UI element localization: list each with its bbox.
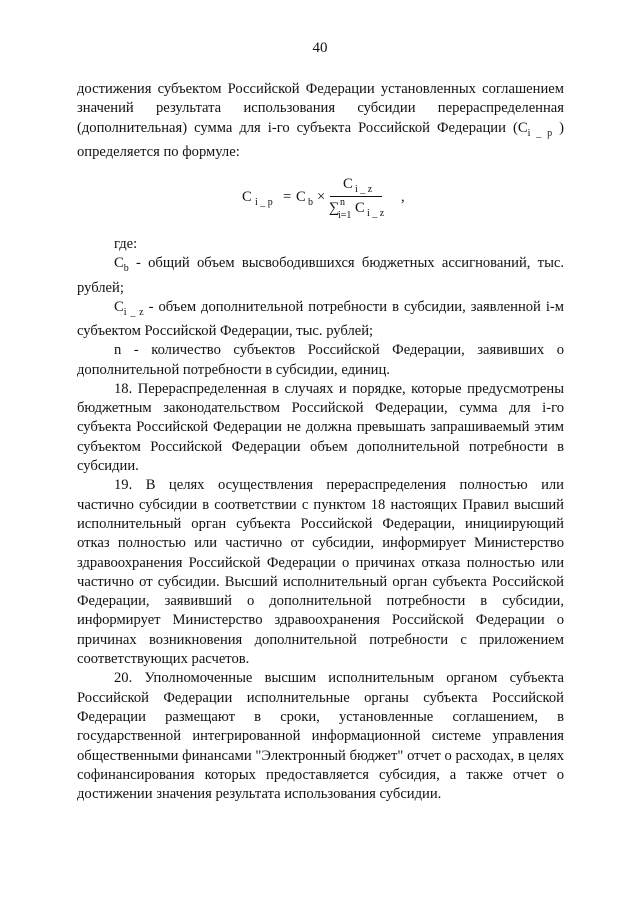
definition-symbol: n: [114, 342, 122, 359]
formula-lhs-subscript: i _ p: [255, 197, 273, 208]
formula-denominator-subscript: i _ z: [367, 208, 385, 219]
definition-text: - количество субъектов Российской Федерации, заявивших о дополнительной потребности в субсидии, единиц.: [77, 342, 564, 378]
fraction-bar: [330, 196, 382, 197]
definition-cb: [77, 254, 564, 298]
paragraph-19: 19. В целях осуществления перераспределения полностью или частично субсидии в соответствии с пунктом 18 настоящих Правил высший исполнительный орган субъекта Российской Федерации, инициирующий отказ полностью или частично от субсидии, информирует Министерство здравоохранения Российской Федерации о причинах отказа полностью или частично от субсидии. Высший исполнительный орган субъекта Российской Федерации, заявивший о дополнительной потребности в субсидии, информирует Министерство здравоохранения Российской Федерации о причинах возникновения дополнительной потребности с приложением соответствующих расчетов.: [77, 477, 564, 668]
definition-subscript: b: [123, 263, 129, 275]
formula-numerator: С: [343, 176, 353, 192]
definition-text: - объем дополнительной потребности в субсидии, заявленной i-м субъектом Российской Федерации, тыс. рублей;: [77, 298, 564, 339]
definition-n: [77, 341, 564, 380]
definition-text: - общий объем высвободившихся бюджетных ассигнований, тыс. рублей;: [77, 255, 564, 296]
definition-subscript: i _ z: [123, 306, 144, 318]
formula-times: ×: [317, 189, 326, 205]
formula: [0, 176, 640, 222]
symbol-subscript: i _ p: [527, 127, 553, 139]
formula-cb: С: [296, 189, 306, 205]
body-text: [77, 235, 564, 804]
formula-cb-subscript: b: [308, 197, 313, 208]
sum-lower-limit: i=1: [338, 210, 352, 221]
sum-icon: ∑: [329, 200, 340, 216]
intro-text: достижения субъектом Российской Федерации установленных соглашением значений результата использования субсидии перераспределенная (дополнительная) сумма для i-го субъекта Российской Федерации (: [77, 81, 564, 136]
formula-lhs: С: [242, 189, 252, 205]
intro-text-end: ) определяется по формуле:: [77, 119, 564, 160]
paragraph-18: 18. Перераспределенная в случаях и порядке, которые предусмотрены бюджетным законодательством Российской Федерации, сумма для i-го субъекта Российской Федерации не должна превышать запрашиваемый этим субъектом Российской Федерации объем дополнительной потребности в субсидии.: [77, 380, 564, 475]
definition-symbol: С: [114, 298, 124, 315]
definition-symbol: С: [114, 255, 124, 272]
page-number: 40: [312, 40, 328, 56]
formula-comma: ,: [401, 189, 405, 205]
sum-upper-limit: n: [340, 197, 345, 208]
formula-equals: =: [283, 189, 292, 205]
paragraph-20: 20. Уполномоченные высшим исполнительным органом субъекта Российской Федерации исполнительные органы субъекта Российской Федерации размещают в сроки, установленные соглашением, в государственной интегрированной информационной системе управления общественными финансами "Электронный бюджет" отчет о расходах, в целях софинансирования которых предоставляется субсидия, а также отчет о достижении значения результата использования субсидии.: [77, 670, 564, 803]
definition-ciz: [77, 298, 564, 342]
formula-denominator: С: [355, 200, 365, 216]
formula-numerator-subscript: i _ z: [355, 184, 373, 195]
where-label: где:: [114, 236, 138, 252]
symbol-c: С: [517, 119, 528, 136]
intro-paragraph: [77, 80, 564, 162]
